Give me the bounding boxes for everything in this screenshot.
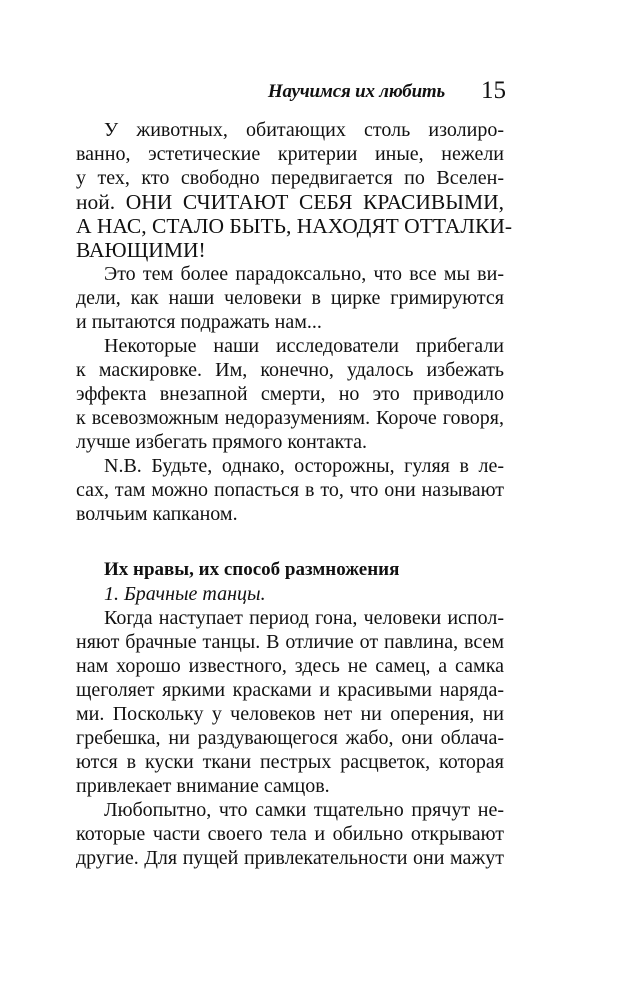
text-line: другие. Для пущей привлекательности они мажут — [76, 847, 504, 869]
body-text — [76, 118, 513, 870]
text-line: Когда наступает период гона, человеки испол- — [104, 607, 504, 629]
text-line: привлекает внимание самцов. — [76, 775, 330, 797]
section-spacer — [76, 526, 504, 550]
text-line: А НАС, СТАЛО БЫТЬ, НАХОДЯТ ОТТАЛКИ- — [76, 214, 513, 238]
text-line: Некоторые наши исследователи прибегали — [104, 335, 504, 357]
text-line: эффекта внезапной смерти, но это приводило — [76, 383, 504, 405]
text-line: у тех, кто свободно передвигается по Вселен- — [76, 167, 504, 189]
text-line: лучше избегать прямого контакта. — [76, 431, 367, 453]
running-title: Научимся их любить — [267, 81, 445, 102]
text-line: гребешка, ни раздувающегося жабо, они облача- — [76, 727, 504, 749]
text-line: щеголяет яркими красками и красивыми наряда- — [76, 679, 504, 701]
text-line: няют брачные танцы. В отличие от павлина, всем — [76, 631, 504, 653]
text-line: У животных, обитающих столь изолиро- — [104, 119, 504, 141]
section-title: Их нравы, их способ размножения — [104, 559, 400, 580]
text-line: Это тем более парадоксально, что все мы ви- — [104, 263, 504, 285]
page-number: 15 — [481, 77, 506, 104]
text-line: ми. Поскольку у человеков нет ни оперения, ни — [76, 703, 504, 725]
paragraph-4 — [76, 454, 504, 526]
text-line: Любопытно, что самки тщательно прячут не- — [104, 799, 504, 821]
text-line: сах, там можно попасться в то, что они называют — [76, 479, 504, 501]
text-line: к маскировке. Им, конечно, удалось избежать — [76, 359, 504, 381]
text-line: ются в куски ткани пестрых расцветок, которая — [76, 751, 504, 773]
text-line: нам хорошо известного, здесь не самец, а самка — [76, 655, 504, 677]
section-subtitle: 1. Брачные танцы. — [104, 583, 266, 605]
text-line: ванно, эстетические критерии иные, нежели — [76, 143, 504, 165]
paragraph-6 — [76, 798, 504, 870]
paragraph-5 — [76, 606, 504, 798]
paragraph-1 — [76, 118, 513, 262]
text-line: ной. ОНИ СЧИТАЮТ СЕБЯ КРАСИВЫМИ, — [76, 190, 504, 214]
text-line: которые части своего тела и обильно открывают — [76, 823, 504, 845]
text-line: дели, как наши человеки в цирке гримируются — [76, 287, 504, 309]
text-line: к всевозможным недоразумениям. Короче говоря, — [76, 407, 504, 429]
paragraph-3 — [76, 334, 504, 454]
text-line: ВАЮЩИМИ! — [76, 238, 206, 262]
text-line: N.B. Будьте, однако, осторожны, гуляя в ле- — [104, 455, 504, 477]
paragraph-2 — [76, 262, 504, 334]
text-line: волчьим капканом. — [76, 503, 238, 525]
page-header — [268, 76, 506, 104]
section-spacer — [76, 550, 504, 558]
text-line: и пытаются подражать нам... — [76, 311, 322, 333]
